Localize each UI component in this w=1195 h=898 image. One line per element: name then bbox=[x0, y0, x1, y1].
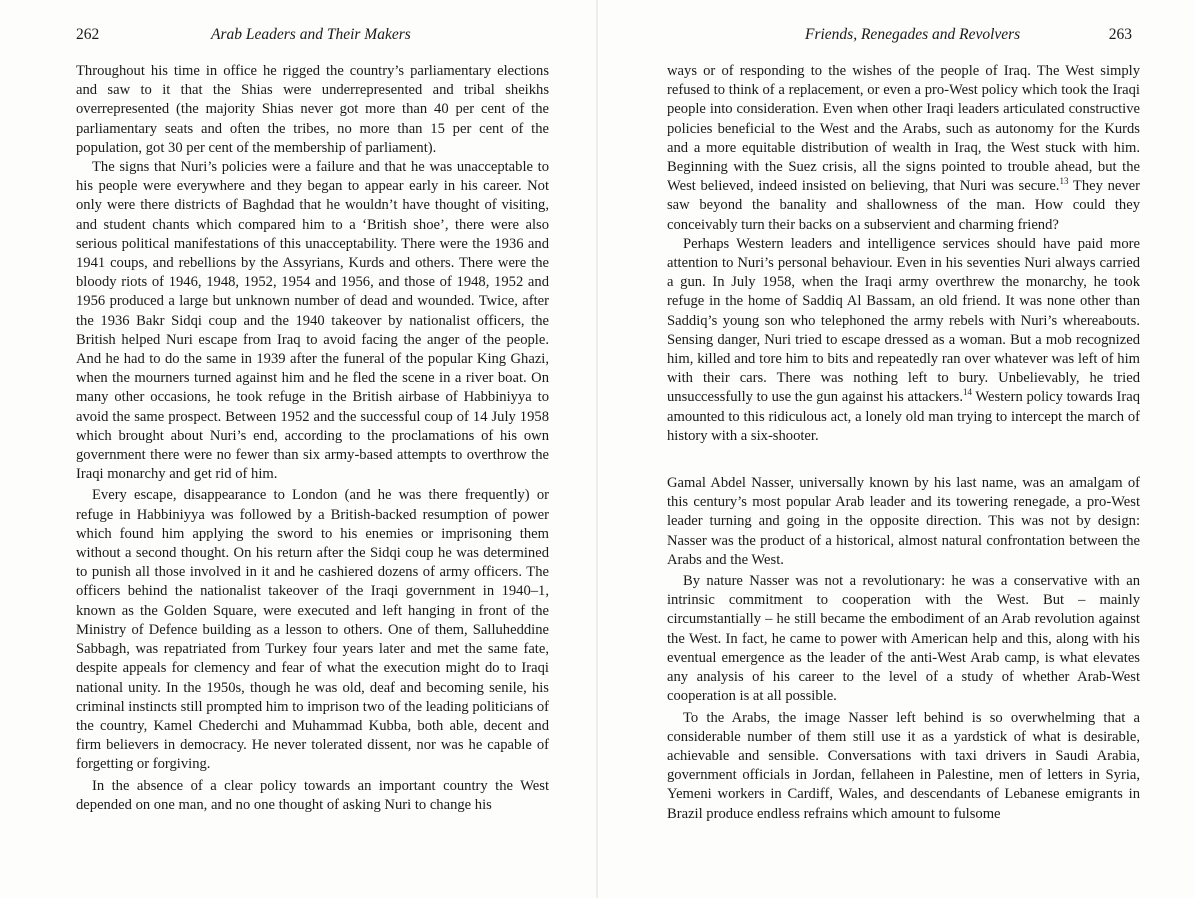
paragraph bbox=[667, 62, 1140, 235]
footnote-marker[interactable]: 14 bbox=[962, 387, 972, 398]
paragraph-text: ways or of responding to the wishes of the people of Iraq. The West simply refused to think of a replacement, or even a pro-West policy which took the Iraqi people into consideration. Even when other Iraqi leaders articulated constructive policies beneficial to the West and the Arabs, such as autonomy for the Kurds and a more equitable distribution of wealth in Iraq, the West stuck with him. Beginning with the Suez crisis, all the signs pointed to trouble ahead, but the West believed, indeed insisted on believing, that Nuri was secure. bbox=[667, 63, 1140, 195]
book-gutter bbox=[596, 0, 598, 898]
page-number-left: 262 bbox=[76, 26, 100, 43]
paragraph: In the absence of a clear policy towards an important country the West depended on one man, and no one thought of asking Nuri to change his bbox=[76, 777, 549, 813]
running-title-right: Friends, Renegades and Revolvers bbox=[805, 26, 1021, 43]
paragraph-text: They never saw beyond the banality and shallowness of the man. How could they conceivably turn their backs on a subservient and charming friend? bbox=[667, 178, 1140, 233]
left-body-text bbox=[76, 62, 549, 815]
right-body-text bbox=[667, 62, 1140, 824]
paragraph: To the Arabs, the image Nasser left behind is so overwhelming that a considerable number of them still use it as a yardstick of what is desirable, achievable and sensible. Conversations with taxi drivers in Saudi Arabia, government officials in Jordan, fellaheen in Palestine, men of letters in Syria, Yemeni workers in Cardiff, Wales, and descendants of Lebanese emigrants in Brazil produce endless refrains which amount to fulsome bbox=[667, 709, 1140, 822]
left-running-head bbox=[76, 26, 549, 48]
paragraph: Gamal Abdel Nasser, universally known by his last name, was an amalgam of this century’s most popular Arab leader and its towering renegade, a pro-West leader turning and going in the opposite direction. This was not by design: Nasser was the product of a historical, almost natural confrontation between the Arabs and the West. bbox=[667, 475, 1140, 568]
paragraph bbox=[667, 235, 1140, 446]
running-title-left: Arab Leaders and Their Makers bbox=[211, 26, 411, 43]
footnote-marker[interactable]: 13 bbox=[1059, 176, 1069, 187]
paragraph: The signs that Nuri’s policies were a failure and that he was unacceptable to his people were everywhere and they began to appear early in his career. Not only were there districts of Baghdad that he wouldn’t have thought of visiting, and student chants which compared him to a ‘British shoe’, there were also serious political manifestations of this unacceptability. There were the 1936 and 1941 coups, and rebellions by the Assyrians, Kurds and others. There were the bloody riots of 1946, 1948, 1952, 1954 and 1956, and those of 1948, 1952 and 1956 produced a large but unknown number of dead and wounded. Twice, after the 1936 Bakr Sidqi coup and the 1940 takeover by nationalist officers, the British helped Nuri escape from Iraq to avoid facing the anger of the people. And he had to do the same in 1939 after the funeral of the popular King Ghazi, when the mourners turned against him and he fled the scene in a river boat. On many other occasions, he took refuge in the British airbase of Habbiniyya to avoid the same prospect. Between 1952 and the successful coup of 14 July 1958 which brought about Nuri’s end, according to the proclamations of his own government there were no fewer than six army-based attempts to overthrow the Iraqi monarchy and get rid of him. bbox=[76, 159, 549, 483]
paragraph-text: Perhaps Western leaders and intelligence services should have paid more attention to Nuri’s personal behaviour. Even in his seventies Nuri always carried a gun. In July 1958, when the Iraqi army overthrew the monarchy, he took refuge in the home of Saddiq Al Bassam, an old friend. It was none other than Saddiq’s young son who telephoned the army rebels with Nuri’s whereabouts. Sensing danger, Nuri tried to escape dressed as a woman. But a mob recognized him, killed and tore him to bits and repeatedly ran over whatever was left of him with their cars. There was nothing left to bury. Unbelievably, he tried unsuccessfully to use the gun against his attackers. bbox=[667, 235, 1140, 406]
page-number-right: 263 bbox=[1108, 26, 1132, 43]
right-running-head bbox=[667, 26, 1140, 48]
paragraph: Throughout his time in office he rigged the country’s parliamentary elections and saw to it that the Shias were underrepresented and tribal sheikhs overrepresented (the majority Shias never got more than 40 per cent of the parliamentary seats and often the tribes, no more than 15 per cent of the population, got 30 per cent of the membership of parliament). bbox=[76, 63, 549, 156]
paragraph-text: Western policy towards Iraq amounted to this ridiculous act, a lonely old man trying to intercept the march of history with a six-shooter. bbox=[667, 389, 1140, 444]
paragraph: By nature Nasser was not a revolutionary: he was a conservative with an intrinsic commitment to cooperation with the West. But – mainly circumstantially – he still became the embodiment of an Arab revolution against the West. In fact, he came to power with American help and this, along with his eventual emergence as the leader of the anti-West Arab camp, is what elevates any analysis of his career to the level of a study of whether Arab-West cooperation is at all possible. bbox=[667, 573, 1140, 705]
paragraph: Every escape, disappearance to London (and he was there frequently) or refuge in Habbiniyya was followed by a British-backed resumption of power which found him applying the sword to his enemies or imprisoning them without a second thought. On his return after the Sidqi coup he was determined to punish all those involved in it and he cashiered dozens of army officers. The officers behind the nationalist takeover of the Iraqi government in 1940–1, known as the Golden Square, were executed and left hanging in front of the Ministry of Defence building as a lesson to others. One of them, Salluheddine Sabbagh, was repatriated from Turkey four years later and met the same fate, despite appeals for clemency and fear of what the execution might do to Iraqi national unity. In the 1950s, though he was old, deaf and becoming senile, his criminal instincts still prompted him to imprison two of the leading politicians of the country, Kamel Chederchi and Muhammad Kubba, both able, decent and firm believers in democracy. He never tolerated dissent, nor was he capable of forgetting or forgiving. bbox=[76, 487, 549, 773]
